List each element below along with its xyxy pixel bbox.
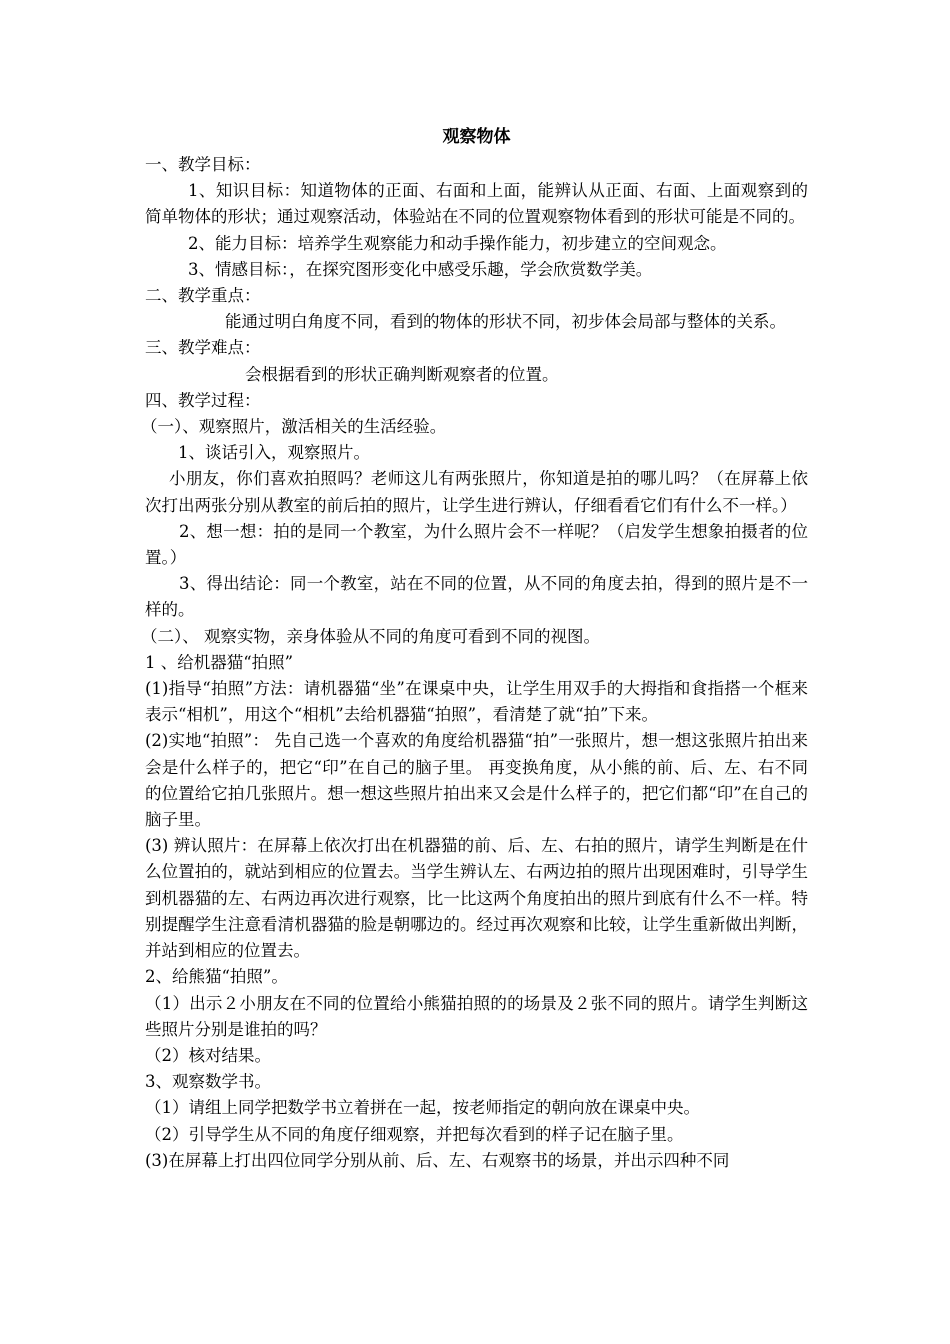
paragraph: 2、给熊猫“拍照”。 xyxy=(145,967,288,987)
paragraph: (3)在屏幕上打出四位同学分别从前、后、左、右观察书的场景，并出示四种不同 xyxy=(145,1150,730,1170)
paragraph: （2）引导学生从不同的角度仔细观察，并把每次看到的样子记在脑子里。 xyxy=(145,1124,684,1144)
heading-teaching-difficulty: 三、教学难点： xyxy=(145,338,261,358)
paragraph: 1 、给机器猫“拍照” xyxy=(145,652,294,672)
paragraph: （一）、观察照片，激活相关的生活经验。 xyxy=(141,417,447,437)
paragraph: 小朋友，你们喜欢拍照吗？老师这儿有两张照片，你知道是拍的哪儿吗？（在屏幕上依次打出两张分别从教室的前后拍的照片，让学生进行辨认，仔细看看它们有什么不一样。） xyxy=(145,469,808,515)
document-title: 观察物体 xyxy=(442,127,511,147)
paragraph-list xyxy=(141,152,808,1174)
paragraph: (3) 辨认照片：在屏幕上依次打出在机器猫的前、后、左、右拍的照片，请学生判断是在什么位置拍的，就站到相应的位置去。当学生辨认左、右两边拍的照片出现困难时，引导学生到机器猫的左、右两边再次进行观察，比一比这两个角度拍出的照片到底有什么不一样。特别提醒学生注意看清机器猫的脸是朝哪边的。经过再次观察和比较，让学生重新做出判断，并站到相应的位置去。 xyxy=(145,836,808,961)
paragraph: （二）、 观察实物，亲身体验从不同的角度可看到不同的视图。 xyxy=(141,626,600,646)
paragraph: 会根据看到的形状正确判断观察者的位置。 xyxy=(245,364,559,384)
paragraph: 2、能力目标：培养学生观察能力和动手操作能力，初步建立的空间观念。 xyxy=(188,233,727,253)
paragraph: 1、谈话引入，观察照片。 xyxy=(178,443,370,463)
paragraph: 3、观察数学书。 xyxy=(145,1072,271,1092)
heading-teaching-goals: 一、教学目标： xyxy=(145,155,261,174)
paragraph: 能通过明白角度不同，看到的物体的形状不同，初步体会局部与整体的关系。 xyxy=(225,312,786,332)
paragraph: (1)指导“拍照”方法：请机器猫“坐”在课桌中央，让学生用双手的大拇指和食指搭一个框来表示“相机”，用这个“相机”去给机器猫“拍照”，看清楚了就“拍”下来。 xyxy=(145,679,808,725)
paragraph: （1）出示２小朋友在不同的位置给小熊猫拍照的的场景及２张不同的照片。请学生判断这些照片分别是谁拍的吗？ xyxy=(145,993,808,1039)
document-body xyxy=(141,124,808,1174)
paragraph: 3、得出结论：同一个教室，站在不同的位置，从不同的角度去拍，得到的照片是不一样的。 xyxy=(145,574,808,620)
heading-teaching-process: 四、教学过程： xyxy=(145,390,261,410)
paragraph: 1、知识目标：知道物体的正面、右面和上面，能辨认从正面、右面、上面观察到的简单物体的形状；通过观察活动，体验站在不同的位置观察物体看到的形状可能是不同的。 xyxy=(145,181,808,227)
paragraph: 2、想一想：拍的是同一个教室，为什么照片会不一样呢？（启发学生想象拍摄者的位置。） xyxy=(145,521,808,568)
paragraph: 3、情感目标：，在探究图形变化中感受乐趣，学会欣赏数学美。 xyxy=(188,259,653,279)
heading-teaching-focus: 二、教学重点： xyxy=(145,286,261,306)
paragraph: (2)实地“拍照”： 先自己选一个喜欢的角度给机器猫“拍”一张照片，想一想这张照片拍出来会是什么样子的，把它“印”在自己的脑子里。 再变换角度，从小熊的前、后、左、右不同的位置给它拍几张照片。想一想这些照片拍出来又会是什么样子的，把它们都“印”在自己的脑子里。 xyxy=(145,731,808,830)
paragraph: （2）核对结果。 xyxy=(145,1045,271,1065)
paragraph: （1）请组上同学把数学书立着拼在一起，按老师指定的朝向放在课桌中央。 xyxy=(145,1098,700,1118)
